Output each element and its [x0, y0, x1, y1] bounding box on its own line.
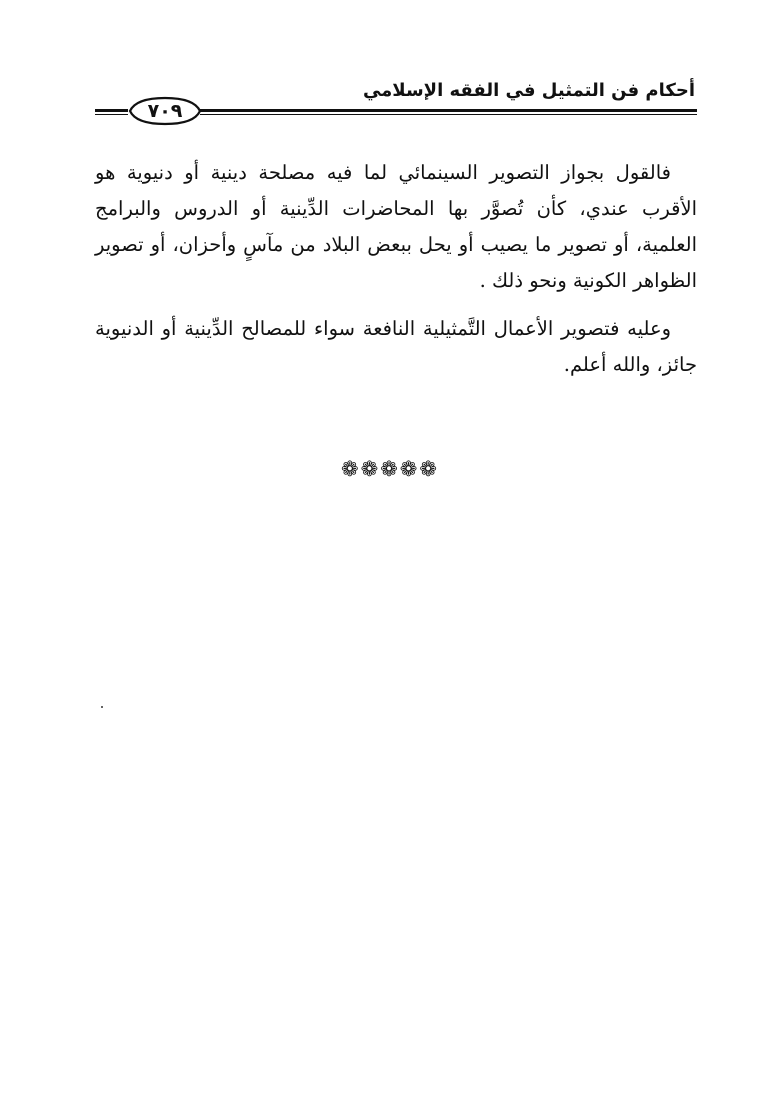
section-end-ornament: ❁❁❁❁❁ — [341, 457, 439, 481]
scan-speck — [101, 706, 103, 708]
page-number: ٧٠٩ — [147, 100, 183, 122]
header-rule-left — [95, 109, 128, 115]
header-rule-right — [200, 109, 697, 115]
running-title: أحكام فن التمثيل في الفقه الإسلامي — [362, 80, 695, 101]
page-number-frame — [126, 95, 204, 127]
paragraph-1: فالقول بجواز التصوير السينمائي لما فيه مصلحة دينية أو دنيوية هو الأقرب عندي، كأن تُصوَّر بها المحاضرات الدِّينية أو الدروس والبرامج العلمية، أو تصوير ما يصيب أو يحل ببعض البلاد من مآسٍ وأحزان، أو تصوير الظواهر الكونية ونحو ذلك . — [95, 161, 697, 292]
body-text — [95, 155, 697, 395]
paragraph-2: وعليه فتصوير الأعمال التَّمثيلية النافعة سواء للمصالح الدِّينية أو الدنيوية جائز، والله أعلم. — [95, 317, 697, 376]
